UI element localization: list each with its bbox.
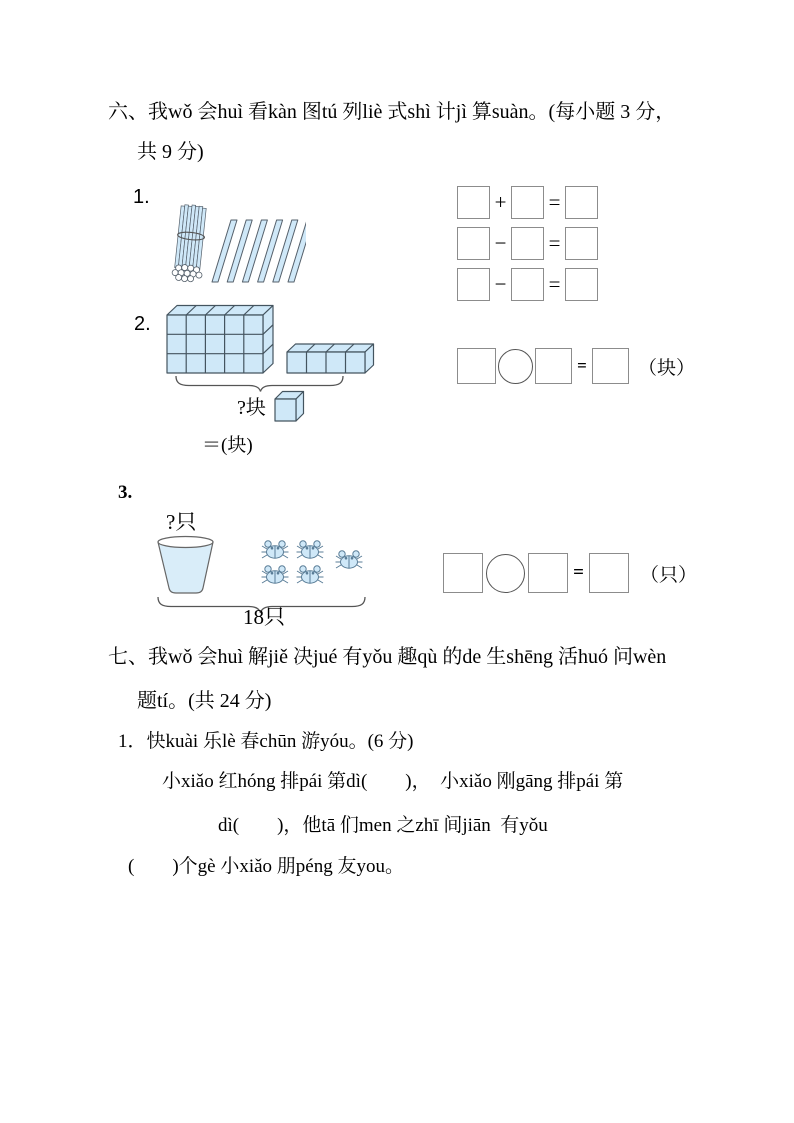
q1-answer-box[interactable] [565, 268, 598, 301]
q3-answer-box[interactable] [528, 553, 568, 593]
q1-equation-row-2 [457, 227, 598, 260]
q1-answer-box[interactable] [457, 186, 490, 219]
q1-answer-box[interactable] [511, 268, 544, 301]
q3-number: 3. [118, 482, 133, 503]
q1-answer-box[interactable] [565, 227, 598, 260]
q1-answer-box[interactable] [511, 186, 544, 219]
equals-sign: = [548, 231, 561, 255]
section-six-heading-line1: 六、我wǒ 会huì 看kàn 图tú 列liè 式shì 计jì 算suàn。(每小题 3 分， [108, 101, 676, 123]
q2-answer-row [457, 348, 695, 384]
section-seven-heading-line1: 七、我wǒ 会huì 解jiě 决jué 有yǒu 趣qù 的de 生shēng 活huó 问wèn [108, 646, 667, 668]
q1-equation-row-1 [457, 186, 598, 219]
q2-operator-circle[interactable] [498, 349, 533, 384]
section-six-heading-line2: 共 9 分) [137, 141, 204, 163]
q1-answer-box[interactable] [457, 268, 490, 301]
section-seven-heading-line2: 题tí。(共 24 分) [137, 690, 272, 712]
bucket-icon [158, 537, 213, 594]
crab-icon [297, 541, 324, 558]
s7-q1-line1: 小xiǎo 红hóng 排pái 第dì( )， 小xiǎo 刚gāng 排pái 第 [162, 771, 624, 792]
single-sticks-icon [212, 220, 306, 282]
q3-answer-row [443, 553, 697, 593]
q3-answer-box[interactable] [443, 553, 483, 593]
q1-answer-box[interactable] [457, 227, 490, 260]
plus-operator: + [494, 190, 507, 214]
q2-brace-label: ?块 [237, 397, 266, 419]
s7-q1-line3: ( )个gè 小xiǎo 朋péng 友you。 [128, 856, 404, 877]
q3-total-label: 18只 [243, 605, 285, 629]
q2-answer-box[interactable] [535, 348, 572, 384]
equals-sign: = [548, 272, 561, 296]
equals-sign: = [548, 190, 561, 214]
q2-brace [176, 376, 343, 392]
equals-sign: = [577, 356, 587, 375]
crab-icon [297, 566, 324, 583]
q2-answer-unit: （块） [638, 357, 696, 379]
q1-number: 1. [133, 186, 150, 208]
crab-icon [262, 566, 289, 583]
crab-icon [336, 551, 363, 568]
single-cube-icon [275, 392, 304, 422]
q2-answer-box[interactable] [592, 348, 629, 384]
small-cube-row-icon [287, 344, 374, 373]
q2-number: 2. [134, 313, 151, 335]
q1-equation-row-3 [457, 268, 598, 301]
minus-operator: − [494, 272, 507, 296]
big-cube-block-icon [167, 306, 273, 374]
s7-q1-title: 1．快kuài 乐lè 春chūn 游yóu。(6 分) [118, 731, 414, 752]
q3-answer-unit: （只） [640, 564, 698, 586]
crab-icon [262, 541, 289, 558]
equals-sign: = [573, 562, 584, 583]
q2-answer-box[interactable] [457, 348, 496, 384]
minus-operator: − [494, 231, 507, 255]
q3-answer-box[interactable] [589, 553, 629, 593]
q1-answer-box[interactable] [565, 186, 598, 219]
q1-answer-box[interactable] [511, 227, 544, 260]
s7-q1-line2: dì( )，他tā 们men 之zhī 间jiān 有yǒu [218, 815, 548, 836]
stick-bundle-icon [171, 204, 209, 284]
q1-sticks-image [166, 198, 306, 288]
q3-operator-circle[interactable] [486, 554, 525, 593]
q3-bucket-label: ?只 [166, 510, 197, 534]
q2-equals-label: ＝(块) [202, 435, 253, 456]
